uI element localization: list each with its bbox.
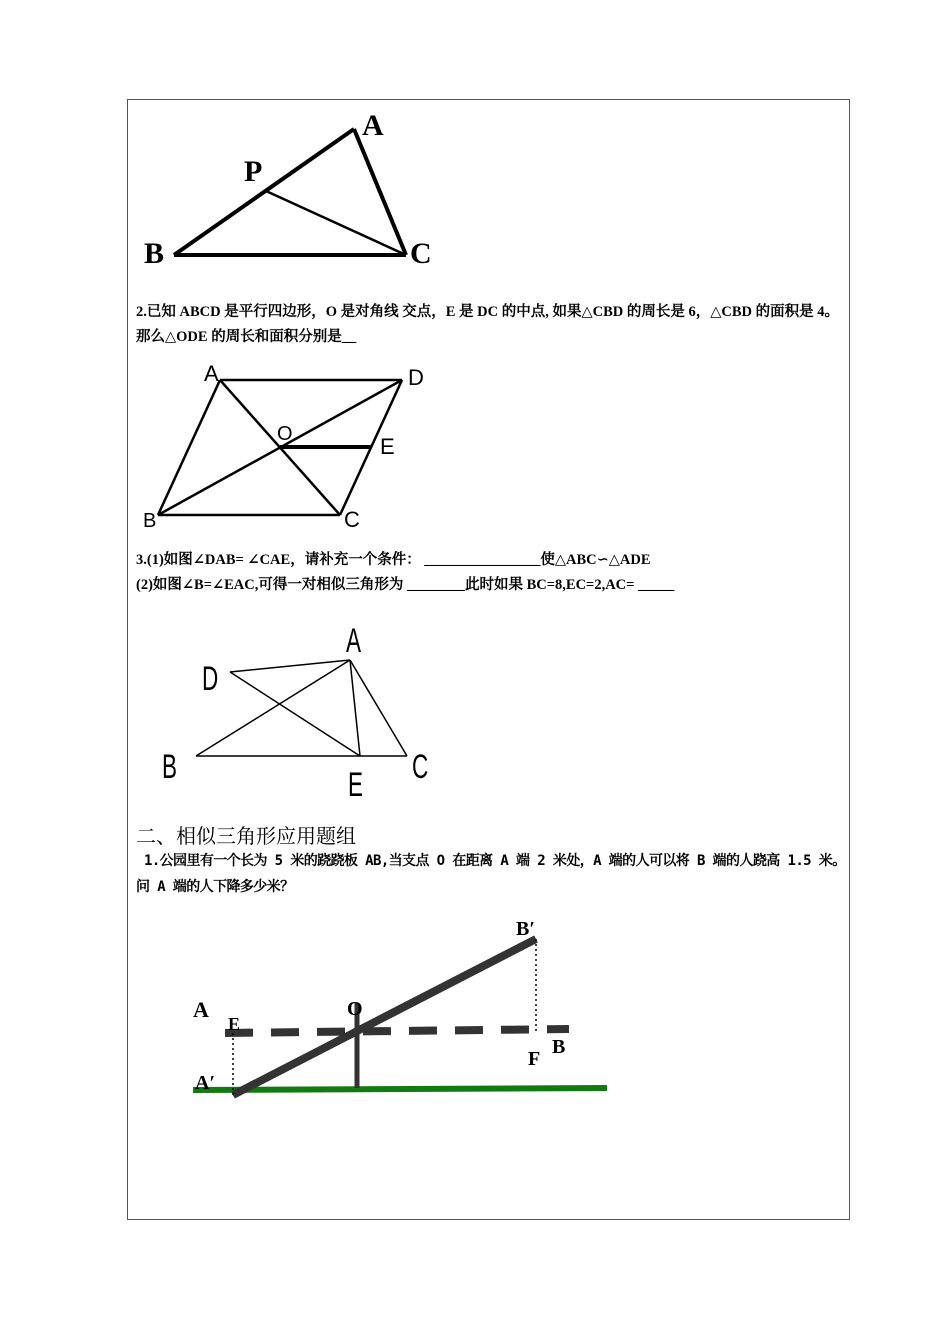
segment-ba bbox=[174, 129, 354, 255]
label-a: A bbox=[193, 997, 209, 1022]
application-question-1-text: 1.公园里有一个长为 5 米的跷跷板 AB,当支点 O 在距离 A 端 2 米处，A 端的人可以将 B 端的人跷高 1.5 米。问 A 端的人下降多少米？ bbox=[136, 853, 846, 895]
label-f: F bbox=[528, 1048, 541, 1070]
figure-seesaw bbox=[185, 905, 625, 1115]
label-o: O bbox=[347, 998, 363, 1020]
label-e: E bbox=[348, 766, 364, 805]
figure-triangles-abc-ade bbox=[150, 610, 450, 810]
board-original-dashed bbox=[225, 1029, 569, 1033]
label-c: C bbox=[344, 507, 360, 532]
label-o: O bbox=[277, 423, 293, 445]
label-a: A bbox=[204, 361, 219, 386]
question-3-part-1: 3.(1)如图∠DAB= ∠CAE，请补充一个条件： ________________使△ABC∽△ADE bbox=[136, 552, 651, 568]
label-b: B bbox=[552, 1036, 566, 1058]
segment-da bbox=[230, 660, 350, 672]
label-b: B bbox=[143, 510, 157, 532]
application-question-1 bbox=[136, 848, 848, 900]
label-d: D bbox=[408, 365, 424, 390]
label-e: E bbox=[380, 434, 395, 459]
label-a: A bbox=[346, 622, 362, 661]
label-b: B bbox=[162, 748, 178, 787]
label-c: C bbox=[410, 237, 432, 270]
board-tilted bbox=[233, 939, 536, 1095]
question-2-text: 2.已知 ABCD 是平行四边形，O 是对角线 交点，E 是 DC 的中点, 如果△CBD 的周长是 6，△CBD 的面积是 4。那么△ODE 的周长和面积分别是__ bbox=[136, 304, 840, 345]
label-a-prime: A′ bbox=[195, 1072, 216, 1094]
label-d: D bbox=[202, 660, 219, 699]
section-2-title: 二、相似三角形应用题组 bbox=[136, 824, 356, 848]
ground-line bbox=[193, 1088, 607, 1090]
figure-triangle-pbc bbox=[140, 105, 450, 275]
label-b: B bbox=[144, 237, 165, 270]
question-3-part-2: (2)如图∠B=∠EAC,可得一对相似三角形为 ________此时如果 BC=8,EC=2,AC= _____ bbox=[136, 577, 675, 593]
label-b-prime: B′ bbox=[516, 918, 535, 940]
segment-ba bbox=[158, 380, 220, 515]
label-a: A bbox=[362, 109, 384, 142]
label-c: C bbox=[412, 748, 429, 787]
label-p: P bbox=[244, 155, 263, 188]
label-e: E bbox=[228, 1014, 241, 1034]
figure-parallelogram-abcd bbox=[140, 355, 440, 535]
segment-de bbox=[230, 672, 360, 756]
segment-ab bbox=[196, 660, 350, 756]
